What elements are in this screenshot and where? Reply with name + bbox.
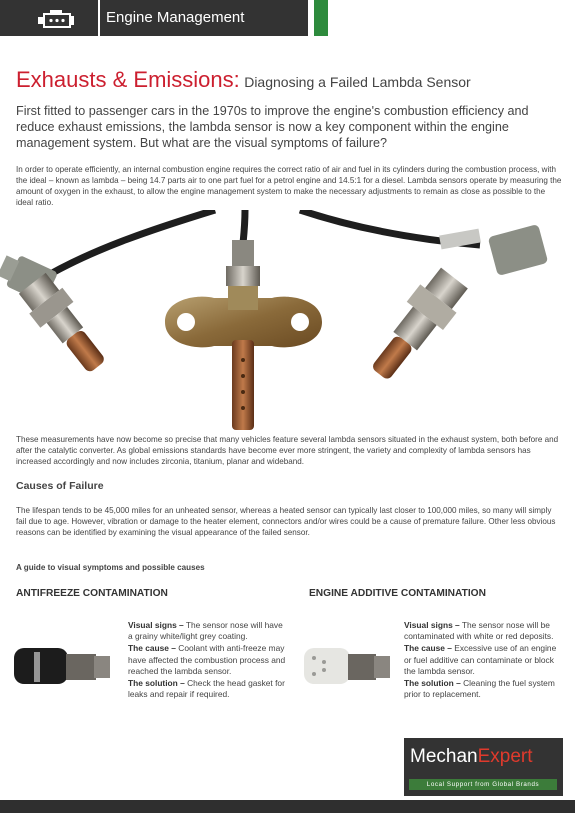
header-accent-bar — [314, 0, 328, 36]
additive-sensor-photo — [300, 640, 396, 694]
title-main: Exhausts & Emissions: — [16, 67, 240, 92]
causes-heading: Causes of Failure — [16, 480, 104, 492]
page-title — [16, 67, 471, 93]
antifreeze-signs: Visual signs – The sensor nose will have a grainy white/light grey coating. — [128, 620, 283, 642]
antifreeze-solution: The solution – Check the head gasket for leaks and repair if required. — [128, 678, 285, 700]
additive-heading: ENGINE ADDITIVE CONTAMINATION — [309, 588, 486, 599]
header-section-title: Engine Management — [100, 0, 308, 36]
lambda-sensors-photo — [0, 210, 575, 430]
header-block — [0, 0, 98, 36]
antifreeze-sensor-photo — [14, 640, 118, 694]
body-paragraph-1: In order to operate efficiently, an internal combustion engine requires the correct ratio of air and fuel in its cylinders during the combustion process, with the ideal – known as lambda – being 14.7 parts air to one part fuel for a petrol engine and 14.5:1 for a diesel. Lambda sensors operate by measuring the amount of oxygen in the exhaust, to allow the engine management system to make the necessary adjustments to remain as close as possible to the ideal ratio. — [16, 165, 562, 207]
intro-paragraph: First fitted to passenger cars in the 1970s to improve the engine's combustion efficiency and reduce exhaust emissions, the lambda sensor is now a key component within the engine management system. But what are the visual symptoms of failure? — [16, 104, 529, 150]
antifreeze-cause: The cause – Coolant with anti-freeze may have affected the combustion process and reached the lambda sensor. — [128, 643, 286, 676]
footer-bar — [0, 800, 575, 813]
antifreeze-text — [128, 620, 288, 701]
title-sub: Diagnosing a Failed Lambda Sensor — [244, 74, 471, 90]
guide-subheading: A guide to visual symptoms and possible causes — [16, 563, 205, 572]
additive-cause: The cause – Excessive use of an engine or fuel additive can contaminate or block the lambda sensor. — [404, 643, 557, 676]
mechanexpert-logo — [404, 738, 563, 796]
logo-name: MechanExpert — [410, 746, 533, 767]
antifreeze-heading: ANTIFREEZE CONTAMINATION — [16, 588, 168, 599]
additive-solution: The solution – Cleaning the fuel system prior to replacement. — [404, 678, 555, 700]
body-paragraph-3: The lifespan tends to be 45,000 miles for an unheated sensor, whereas a heated sensor can typically last closer to 100,000 miles, so many will simply fail due to age. However, vibration or damage to the heater element, connectors and/or wires could be a cause of premature failure. Other less obvious reasons can be identified by examining the visual appearance of the failed sensor. — [16, 506, 556, 537]
additive-text — [404, 620, 562, 701]
engine-icon — [36, 8, 76, 30]
body-paragraph-2: These measurements have now become so precise that many vehicles feature several lambda sensors situated in the exhaust system, both before and after the catalytic converter. As global emissions standards have become ever more stringent, the variety and complexity of lambda sensors has increased accordingly and now includes zirconia, titanium, planar and wideband. — [16, 435, 559, 466]
logo-tagline: Local Support from Global Brands — [409, 779, 557, 790]
additive-signs: Visual signs – The sensor nose will be contaminated with white or red deposits. — [404, 620, 554, 642]
